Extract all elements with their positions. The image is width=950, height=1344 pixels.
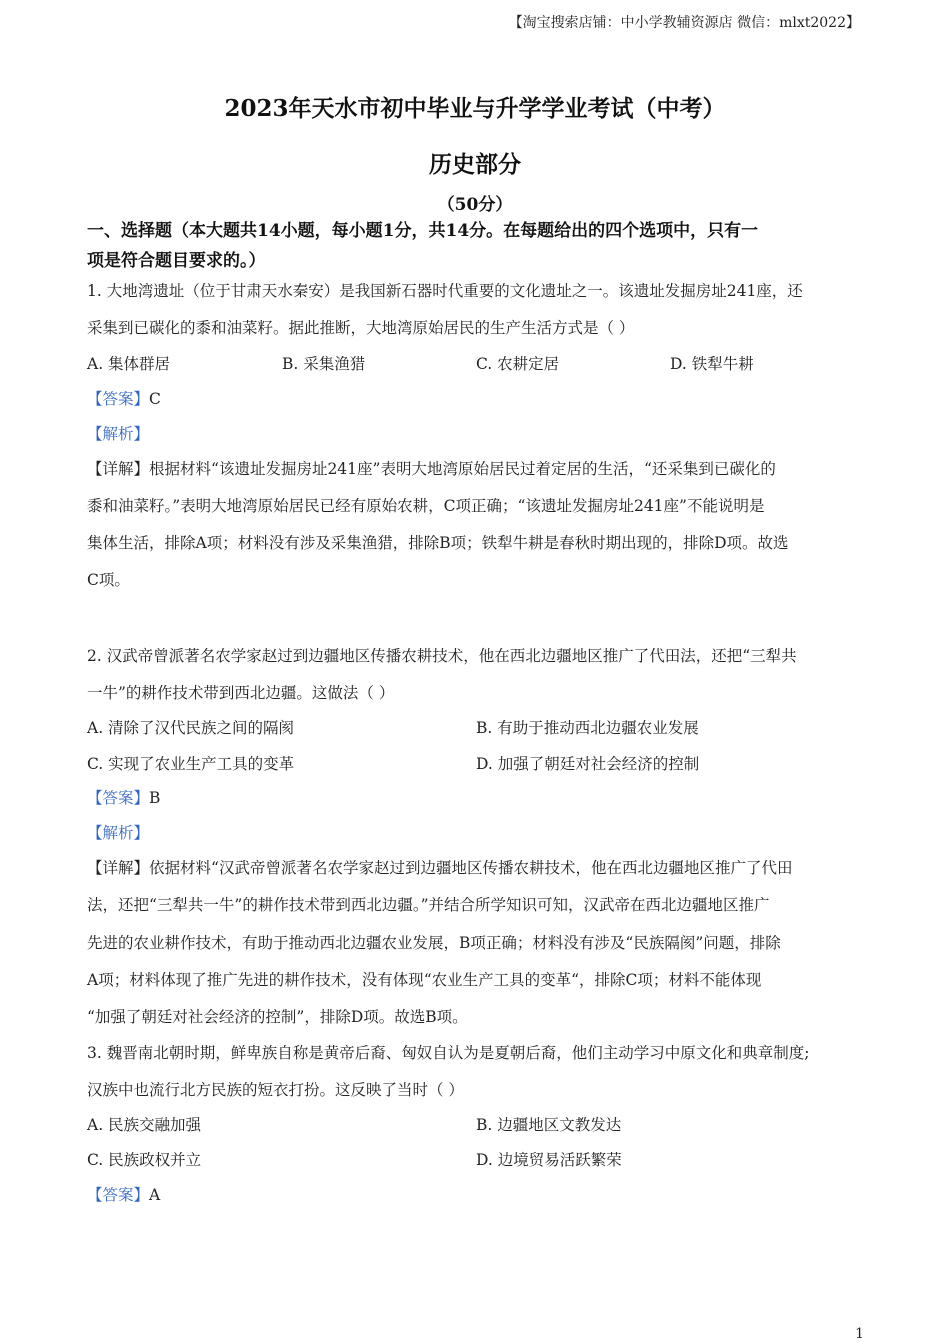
answer-value: C — [149, 390, 161, 408]
option-b: B. 有助于推动西北边疆农业发展 — [476, 719, 699, 737]
answer-tag: 【答案】 — [87, 789, 150, 807]
option-c: C. 实现了农业生产工具的变革 — [87, 755, 295, 773]
detail-line: 集体生活，排除A项；材料没有涉及采集渔猎，排除B项；铁犁牛耕是春秋时期出现的，排除D项。故选 — [87, 534, 789, 552]
question-stem: 1. 大地湾遗址（位于甘肃天水秦安）是我国新石器时代重要的文化遗址之一。该遗址发掘房址241座，还 — [87, 282, 803, 300]
answer-line — [87, 387, 867, 409]
option-b: B. 边疆地区文教发达 — [476, 1116, 622, 1134]
section-heading — [87, 216, 867, 276]
exam-subtitle: 历史部分 — [429, 151, 521, 178]
exam-score: （50分） — [437, 195, 513, 215]
option-a: A. 清除了汉代民族之间的隔阂 — [87, 719, 295, 737]
detail-line — [87, 856, 867, 878]
option-c: C. 农耕定居 — [476, 355, 560, 373]
answer-line — [87, 1183, 867, 1205]
answer-line — [87, 786, 867, 808]
detail-line: A项；材料体现了推广先进的耕作技术，没有体现“农业生产工具的变革“，排除C项；材料不能体现 — [87, 971, 762, 989]
exam-title: 2023年天水市初中毕业与升学学业考试（中考） — [224, 95, 726, 122]
question-stem: 采集到已碳化的黍和油菜籽。据此推断，大地湾原始居民的生产生活方式是（ ） — [87, 319, 635, 337]
option-d: D. 铁犁牛耕 — [670, 355, 754, 373]
question-stem: 汉族中也流行北方民族的短衣打扮。这反映了当时（ ） — [87, 1081, 464, 1099]
detail-text: 根据材料“该遗址发掘房址241座”表明大地湾原始居民过着定居的生活，“还采集到已碳化的 — [149, 460, 776, 478]
analysis-tag: 【解析】 — [87, 824, 150, 842]
detail-tag: 【详解】 — [87, 859, 150, 877]
section-heading-line: 项是符合题目要求的。） — [87, 251, 266, 271]
header-note: 【淘宝搜索店铺：中小学教辅资源店 微信：mlxt2022】 — [508, 15, 860, 31]
detail-line: 先进的农业耕作技术，有助于推动西北边疆农业发展，B项正确；材料没有涉及“民族隔阂”问题，排除 — [87, 934, 781, 952]
answer-tag: 【答案】 — [87, 1186, 150, 1204]
question-stem: 一牛”的耕作技术带到西北边疆。这做法（ ） — [87, 684, 395, 702]
option-d: D. 加强了朝廷对社会经济的控制 — [476, 755, 700, 773]
answer-tag: 【答案】 — [87, 390, 150, 408]
option-d: D. 边境贸易活跃繁荣 — [476, 1151, 622, 1169]
question-stem: 2. 汉武帝曾派著名农学家赵过到边疆地区传播农耕技术，他在西北边疆地区推广了代田法，还把“三犁共 — [87, 647, 797, 665]
detail-line: “加强了朝廷对社会经济的控制”，排除D项。故选B项。 — [87, 1008, 468, 1026]
answer-value: A — [149, 1186, 161, 1204]
detail-line — [87, 457, 867, 479]
option-a: A. 集体群居 — [87, 355, 171, 373]
option-a: A. 民族交融加强 — [87, 1116, 202, 1134]
page-number: 1 — [855, 1326, 864, 1342]
detail-line: C项。 — [87, 571, 130, 589]
detail-line: 黍和油菜籽。”表明大地湾原始居民已经有原始农耕，C项正确；“该遗址发掘房址241座”不能说明是 — [87, 497, 765, 515]
option-b: B. 采集渔猎 — [282, 355, 366, 373]
detail-tag: 【详解】 — [87, 460, 150, 478]
question-stem: 3. 魏晋南北朝时期，鲜卑族自称是黄帝后裔、匈奴自认为是夏朝后裔，他们主动学习中原文化和典章制度; — [87, 1044, 810, 1062]
detail-text: 依据材料“汉武帝曾派著名农学家赵过到边疆地区传播农耕技术，他在西北边疆地区推广了代田 — [149, 859, 793, 877]
section-heading-line: 一、选择题（本大题共14小题，每小题1分，共14分。在每题给出的四个选项中，只有一 — [87, 221, 759, 241]
answer-value: B — [149, 789, 161, 807]
analysis-tag: 【解析】 — [87, 425, 150, 443]
detail-line: 法，还把“三犁共一牛”的耕作技术带到西北边疆。”并结合所学知识可知，汉武帝在西北边疆地区推广 — [87, 896, 770, 914]
option-c: C. 民族政权并立 — [87, 1151, 202, 1169]
